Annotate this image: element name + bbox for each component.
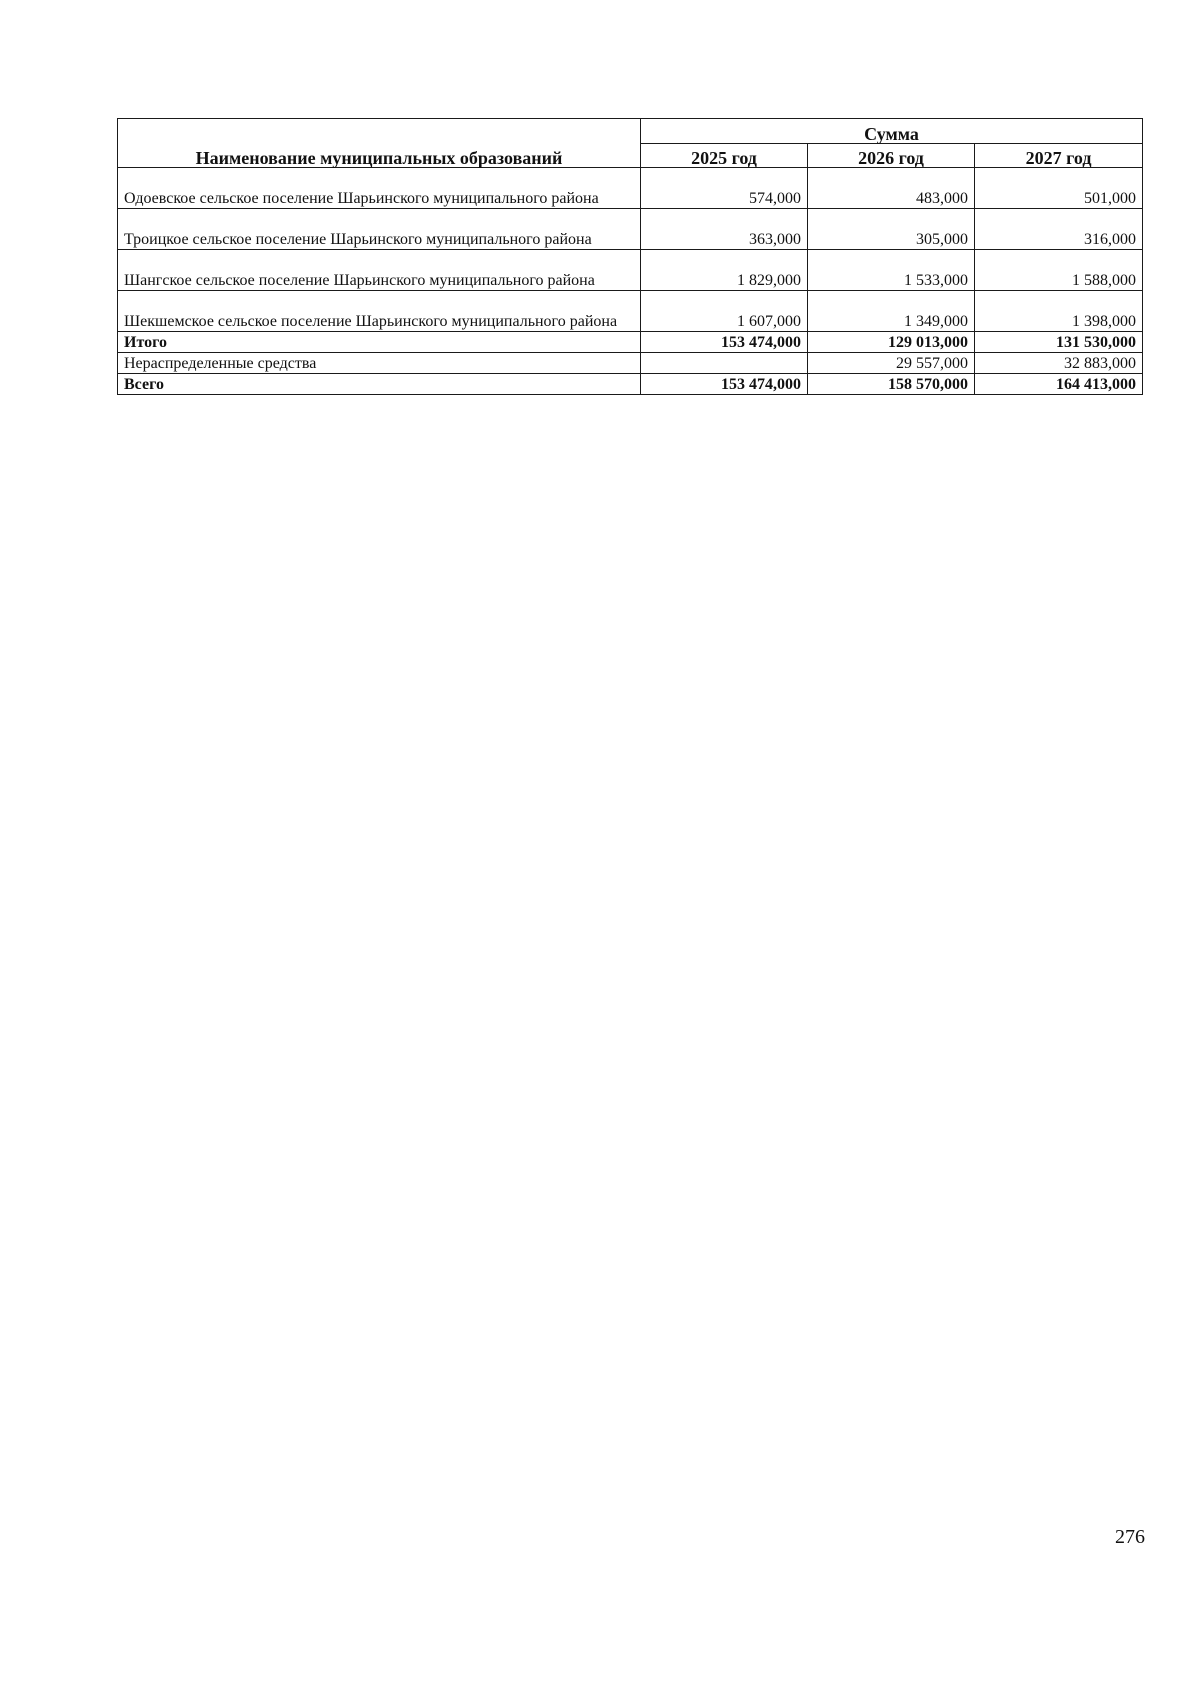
row-value-2026: 305,000 <box>808 209 975 250</box>
budget-table <box>117 118 1143 395</box>
vsego-value-2026: 158 570,000 <box>808 374 975 395</box>
row-value-2026: 1 533,000 <box>808 250 975 291</box>
vsego-value-2025: 153 474,000 <box>641 374 808 395</box>
table-row <box>118 168 1143 209</box>
itogo-value-2027: 131 530,000 <box>975 332 1143 353</box>
unallocated-value-2027: 32 883,000 <box>975 353 1143 374</box>
row-value-2027: 316,000 <box>975 209 1143 250</box>
row-value-2026: 1 349,000 <box>808 291 975 332</box>
header-sum-group: Сумма <box>641 119 1143 144</box>
row-name: Троицкое сельское поселение Шарьинского муниципального района <box>118 209 641 250</box>
unallocated-label: Нераспределенные средства <box>118 353 641 374</box>
header-year-2026: 2026 год <box>808 143 975 168</box>
row-value-2025: 1 829,000 <box>641 250 808 291</box>
header-row-top <box>118 119 1143 144</box>
vsego-value-2027: 164 413,000 <box>975 374 1143 395</box>
table-row <box>118 291 1143 332</box>
header-name-column: Наименование муниципальных образований <box>118 119 641 168</box>
vsego-row <box>118 374 1143 395</box>
header-year-2027: 2027 год <box>975 143 1143 168</box>
table-row <box>118 209 1143 250</box>
row-value-2027: 1 588,000 <box>975 250 1143 291</box>
row-value-2025: 1 607,000 <box>641 291 808 332</box>
row-value-2027: 1 398,000 <box>975 291 1143 332</box>
itogo-label: Итого <box>118 332 641 353</box>
row-name: Шекшемское сельское поселение Шарьинского муниципального района <box>118 291 641 332</box>
itogo-row <box>118 332 1143 353</box>
unallocated-row <box>118 353 1143 374</box>
row-value-2027: 501,000 <box>975 168 1143 209</box>
vsego-label: Всего <box>118 374 641 395</box>
page-number: 276 <box>1115 1526 1145 1548</box>
row-name: Шангское сельское поселение Шарьинского муниципального района <box>118 250 641 291</box>
itogo-value-2026: 129 013,000 <box>808 332 975 353</box>
header-year-2025: 2025 год <box>641 143 808 168</box>
unallocated-value-2026: 29 557,000 <box>808 353 975 374</box>
unallocated-value-2025 <box>641 353 808 374</box>
row-name: Одоевское сельское поселение Шарьинского муниципального района <box>118 168 641 209</box>
row-value-2026: 483,000 <box>808 168 975 209</box>
row-value-2025: 574,000 <box>641 168 808 209</box>
itogo-value-2025: 153 474,000 <box>641 332 808 353</box>
row-value-2025: 363,000 <box>641 209 808 250</box>
table-row <box>118 250 1143 291</box>
